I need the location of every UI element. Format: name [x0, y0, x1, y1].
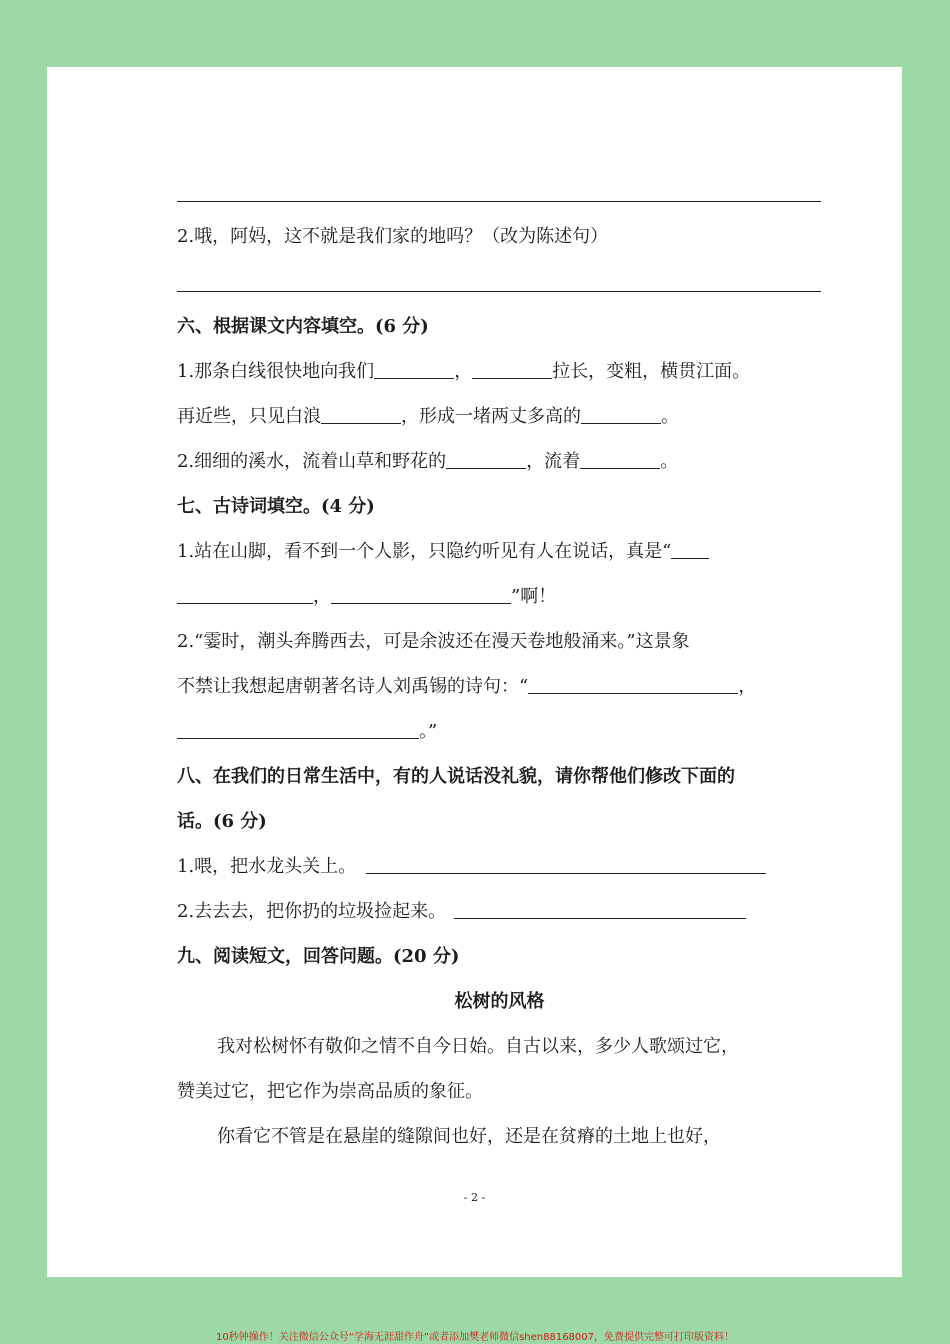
- fill-blank[interactable]: [321, 403, 401, 424]
- fill-blank[interactable]: [581, 403, 661, 424]
- section-6-heading: 六、根据课文内容填空。(6 分): [177, 316, 429, 337]
- passage-title: 松树的风格: [454, 991, 545, 1012]
- fill-blank[interactable]: [580, 448, 660, 469]
- fill-blank[interactable]: [472, 358, 552, 379]
- section-8-heading: 八、在我们的日常生活中，有的人说话没礼貌，请你帮他们修改下面的: [177, 766, 735, 787]
- question-5-2: 2.哦，阿妈，这不就是我们家的地吗？（改为陈述句）: [177, 226, 609, 247]
- fill-blank[interactable]: [671, 538, 709, 559]
- section-8-heading-cont: 话。(6 分): [177, 811, 267, 832]
- section-7-heading: 七、古诗词填空。(4 分): [177, 496, 375, 517]
- answer-blank[interactable]: [454, 898, 746, 919]
- question-6-1a: 1.那条白线很快地向我们 ， 拉长，变粗，横贯江面。: [177, 356, 822, 388]
- answer-blank[interactable]: [366, 853, 766, 874]
- question-6-1b: 再近些，只见白浪 ，形成一堵两丈多高的 。: [177, 401, 822, 433]
- passage-paragraph-1-cont: 赞美过它，把它作为崇高品质的象征。: [177, 1081, 483, 1102]
- question-7-2a: 2.“霎时，潮头奔腾西去，可是余波还在漫天卷地般涌来。”这景象: [177, 631, 690, 652]
- question-8-1: 1.喂，把水龙头关上。: [177, 851, 822, 883]
- passage-paragraph-1: 我对松树怀有敬仰之情不自今日始。自古以来，多少人歌颂过它，: [217, 1036, 739, 1057]
- page-number: - 2 -: [463, 1191, 486, 1204]
- fill-blank[interactable]: [177, 583, 313, 604]
- passage-paragraph-2: 你看它不管是在悬崖的缝隙间也好，还是在贫瘠的土地上也好，: [217, 1126, 721, 1147]
- question-7-2b: 不禁让我想起唐朝著名诗人刘禹锡的诗句：“ ，: [177, 671, 822, 703]
- document-page: [47, 67, 902, 1277]
- question-6-2: 2.细细的溪水，流着山草和野花的 ，流着 。: [177, 446, 822, 478]
- question-7-1b: ， ”啊！: [177, 581, 822, 613]
- section-9-heading: 九、阅读短文，回答问题。(20 分): [177, 946, 460, 967]
- fill-blank[interactable]: [177, 718, 419, 739]
- answer-line: [177, 201, 821, 202]
- fill-blank[interactable]: [528, 673, 738, 694]
- fill-blank[interactable]: [374, 358, 454, 379]
- question-8-2: 2.去去去，把你扔的垃圾捡起来。: [177, 896, 822, 928]
- answer-line: [177, 291, 821, 292]
- question-7-1a: 1.站在山脚，看不到一个人影，只隐约听见有人在说话，真是“: [177, 536, 822, 568]
- question-7-2c: 。”: [177, 716, 822, 748]
- fill-blank[interactable]: [331, 583, 511, 604]
- fill-blank[interactable]: [446, 448, 526, 469]
- footer-notice: 10秒钟操作！关注微信公众号“学海无涯甜作舟”或者添加樊老师微信shen88168007，免费提供完整可打印版资料！: [215, 1332, 735, 1343]
